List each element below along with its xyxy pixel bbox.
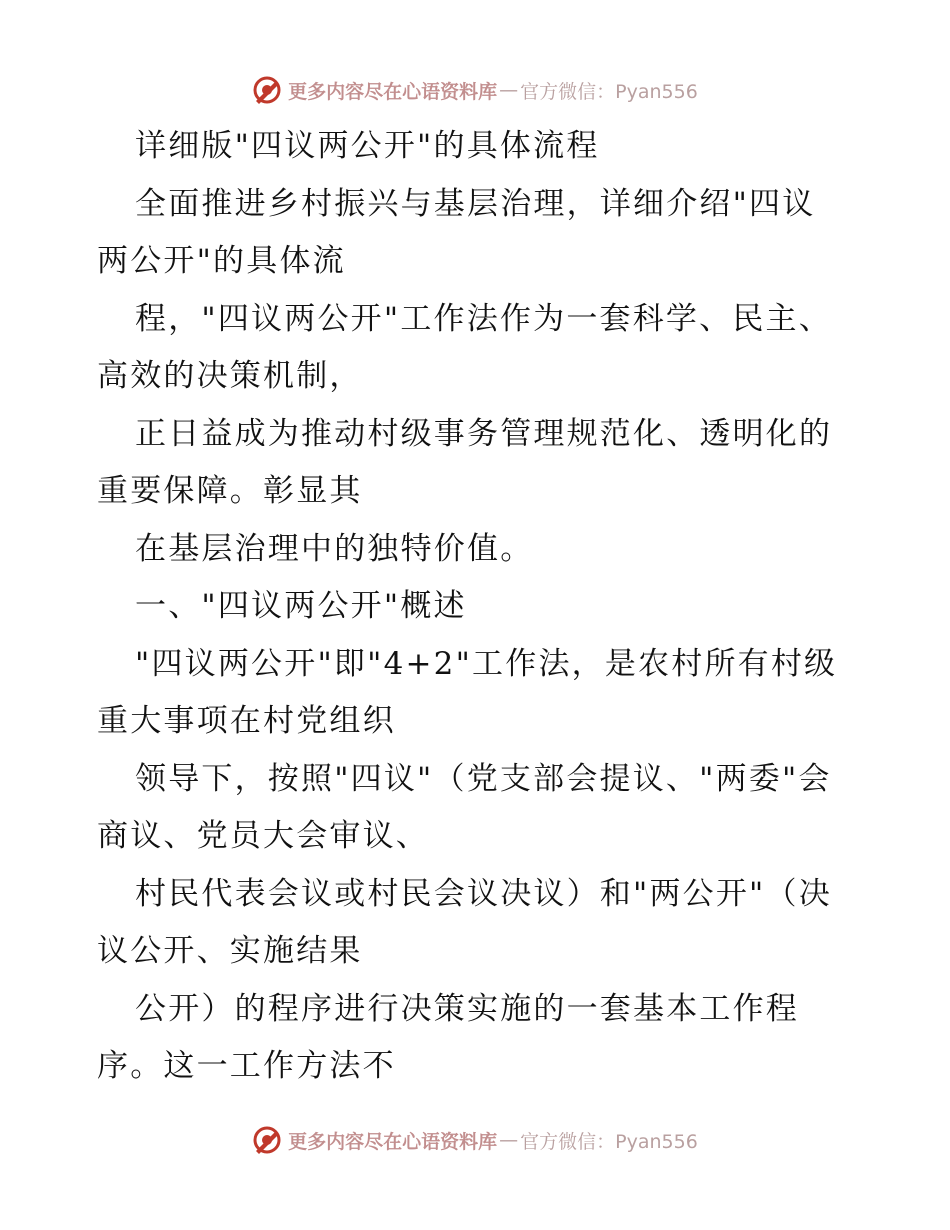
- footer-banner: [0, 1120, 950, 1160]
- red-pen-logo-icon: [252, 1125, 282, 1155]
- red-pen-logo-icon: [252, 75, 282, 105]
- text-line: 两公开"的具体流: [97, 243, 346, 279]
- separator: —: [499, 1129, 519, 1151]
- text-line: 一、"四议两公开"概述: [135, 588, 467, 624]
- wechat-text: 官方微信：Pyan556: [520, 1130, 698, 1153]
- text-line: "四议两公开"即"4+2"工作法，是农村所有村级: [135, 645, 838, 682]
- text-line: 公开）的程序进行决策实施的一套基本工作程: [135, 990, 799, 1027]
- text-line: 商议、党员大会审议、: [97, 818, 429, 854]
- wechat-text: 官方微信：Pyan556: [520, 80, 698, 103]
- text-line: 程，"四议两公开"工作法作为一套科学、民主、: [135, 300, 832, 337]
- separator: —: [499, 79, 519, 101]
- text-line: 村民代表会议或村民会议决议）和"两公开"（决: [135, 875, 832, 912]
- text-line: 重大事项在村党组织: [97, 703, 396, 739]
- text-line: 全面推进乡村振兴与基层治理，详细介绍"四议: [135, 185, 816, 222]
- header-banner: [0, 70, 950, 110]
- text-line: 在基层治理中的独特价值。: [135, 530, 534, 567]
- text-line: 正日益成为推动村级事务管理规范化、透明化的: [135, 415, 833, 452]
- document-body: [97, 118, 867, 1096]
- text-line: 领导下，按照"四议"（党支部会提议、"两委"会: [135, 760, 832, 797]
- text-line: 重要保障。彰显其: [97, 473, 363, 509]
- promo-text: 更多内容尽在心语资料库: [288, 80, 498, 103]
- text-line: 序。这一工作方法不: [97, 1048, 396, 1084]
- text-line: 高效的决策机制，: [97, 358, 363, 394]
- text-line: 详细版"四议两公开"的具体流程: [135, 128, 600, 164]
- promo-text: 更多内容尽在心语资料库: [288, 1130, 498, 1153]
- text-line: 议公开、实施结果: [97, 933, 363, 969]
